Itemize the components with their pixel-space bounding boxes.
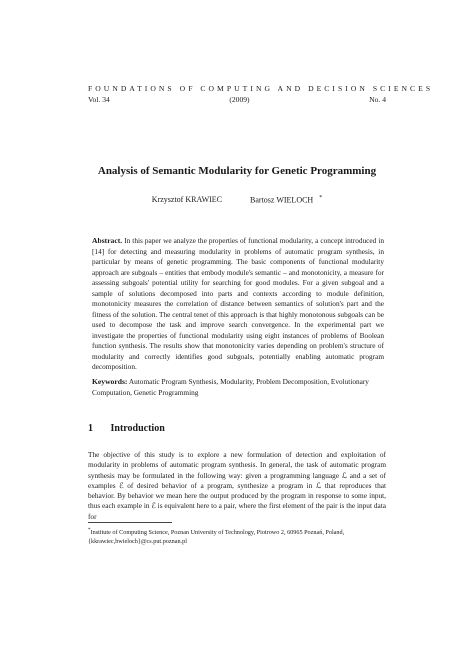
keywords-label: Keywords: [92,377,128,386]
abstract-text: In this paper we analyze the properties of functional modularity, a concept introduced in [14] for detecting and measuring modularity in problems of automatic program synthesis, in particular by means of genetic programming. The basic components of functional modularity approach are subgoals – entities that embody module's semantic – and monotonicity, a measure for assessing subgoals' potential utility for searching for good modules. For a given subgoal and a sample of solutions decomposed into parts and contexts according to module definition, monotonicity measures the correlation of distance between semantics of solution's part and the fitness of the solution. The central tenet of this approach is that highly monotonous subgoals can be used to decompose the task and improve search convergence. In the experimental part we investigate the properties of functional modularity using eight instances of problems of Boolean function synthesis. The results show that monotonicity varies depending on problem's structure of modularity and correctly identifies good subgoals, potentially enabling automatic program decomposition. [92,236,384,371]
year: (2009) [229,95,250,104]
issue-number: No. 4 [369,95,386,104]
author-list [60,195,414,205]
paper-title: Analysis of Semantic Modularity for Genetic Programming [97,165,377,177]
footnote-mark: * [319,195,323,201]
abstract [92,236,384,373]
journal-name: FOUNDATIONS OF COMPUTING AND DECISION SCIENCES [88,84,434,93]
volume: Vol. 34 [88,95,110,104]
keywords [92,377,384,398]
section-title: Introduction [110,423,165,434]
footnote [88,522,386,546]
volume-line [88,95,386,104]
author-krawiec: Krzysztof KRAWIEC [151,195,223,204]
section-number: 1 [88,423,93,434]
footnote-text: Institute of Computing Science, Poznan University of Technology, Piotrowo 2, 60965 Poznań, Poland, {kkrawiec,bwieloch}@cs.put.poznan.pl [88,529,345,545]
section-heading [88,423,386,434]
footnote-rule [88,522,172,523]
footnote-marker: * [88,527,91,533]
abstract-label: Abstract. [92,236,123,245]
keywords-text: Automatic Program Synthesis, Modularity, Problem Decomposition, Evolutionary Computation, Genetic Programming [92,377,369,397]
intro-paragraph: The objective of this study is to explore a new formulation of detection and exploitation of modularity in problems of automatic program synthesis. In general, the task of automatic program synthesis may be formulated in the following way: given a programming language ℒ and a set of examples ℰ of desired behavior of a program, synthesize a program in ℒ that reproduces that behavior. By behavior we mean here the output produced by the program in response to some input, thus each example in ℰ is equivalent here to a pair, where the first element of the pair is the input data for [88,450,386,521]
author-wieloch: Bartosz WIELOCH * [250,195,323,205]
